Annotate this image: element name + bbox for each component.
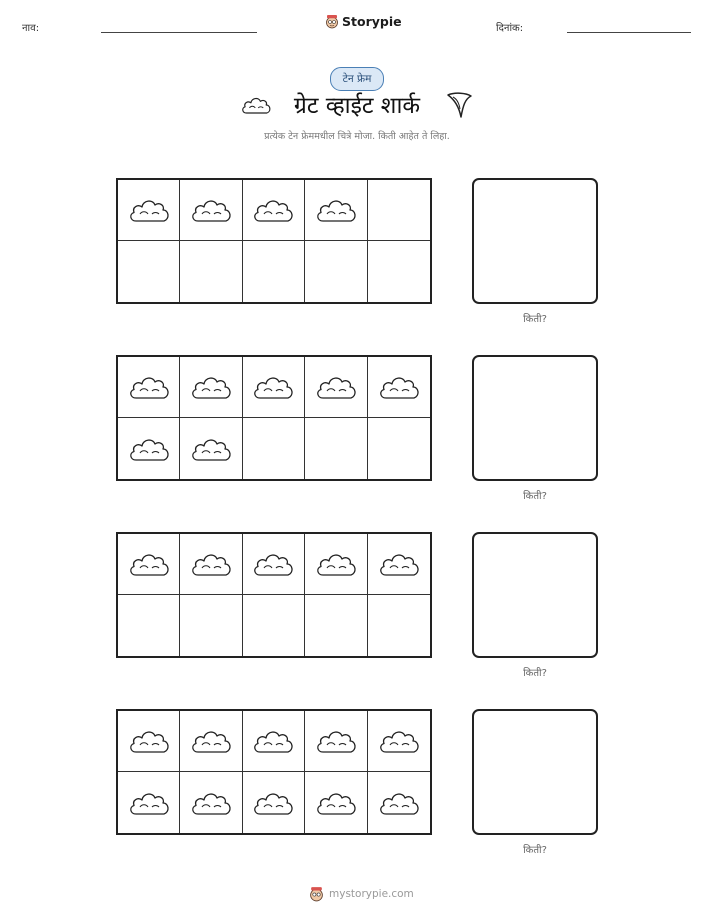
cloud-icon [189, 434, 233, 464]
frame-cell [243, 241, 305, 302]
frame-cell [368, 772, 430, 833]
cloud-icon [251, 195, 295, 225]
mascot-icon [325, 14, 339, 29]
frame-cell [368, 418, 430, 479]
date-label: दिनांक: [496, 23, 524, 34]
frame-cell [368, 595, 430, 656]
answer-label: किती? [523, 491, 547, 502]
frame-cell [305, 357, 367, 418]
cloud-icon [127, 372, 171, 402]
frame-cell [368, 180, 430, 241]
frame-cell [305, 534, 367, 595]
cloud-icon [189, 195, 233, 225]
cloud-icon [314, 726, 358, 756]
frame-cell [305, 772, 367, 833]
frame-cell [118, 711, 180, 772]
footer-url: mystorypie.com [329, 888, 414, 900]
name-label: नाव: [22, 23, 40, 34]
cloud-icon [251, 372, 295, 402]
answer-box[interactable] [472, 355, 598, 481]
frame-cell [118, 180, 180, 241]
date-field[interactable] [567, 32, 691, 33]
name-field[interactable] [101, 32, 257, 33]
frame-cell [118, 534, 180, 595]
answer-box[interactable] [472, 532, 598, 658]
cloud-icon [251, 726, 295, 756]
cloud-icon [189, 788, 233, 818]
page-title: ग्रेट व्हाईट शार्क [293, 93, 421, 119]
frame-cell [118, 241, 180, 302]
answer-box[interactable] [472, 709, 598, 835]
cloud-icon [314, 372, 358, 402]
brand-name: Storypie [342, 14, 402, 29]
frame-cell [368, 534, 430, 595]
cloud-icon [127, 195, 171, 225]
frame-cell [118, 418, 180, 479]
cloud-icon [127, 726, 171, 756]
cloud-icon [127, 434, 171, 464]
frame-cell [305, 595, 367, 656]
frame-cell [243, 711, 305, 772]
frame-cell [118, 357, 180, 418]
frame-cell [243, 418, 305, 479]
ten-frame [116, 355, 432, 481]
frame-cell [180, 418, 242, 479]
frame-cell [243, 595, 305, 656]
frame-cell [118, 772, 180, 833]
frame-cell [180, 534, 242, 595]
shark-tooth-icon [444, 90, 474, 120]
frame-cell [180, 595, 242, 656]
frame-cell [180, 772, 242, 833]
frame-cell [118, 595, 180, 656]
mascot-icon [309, 886, 324, 902]
frame-cell [243, 534, 305, 595]
cloud-icon [251, 788, 295, 818]
answer-label: किती? [523, 314, 547, 325]
cloud-icon [377, 726, 421, 756]
frame-cell [180, 241, 242, 302]
answer-box[interactable] [472, 178, 598, 304]
cloud-icon [377, 549, 421, 579]
cloud-icon [189, 549, 233, 579]
frame-cell [180, 711, 242, 772]
cloud-icon [127, 788, 171, 818]
frame-cell [305, 418, 367, 479]
answer-label: किती? [523, 668, 547, 679]
cloud-icon [314, 549, 358, 579]
cloud-icon [127, 549, 171, 579]
frame-cell [180, 180, 242, 241]
frame-cell [368, 357, 430, 418]
cloud-icon [377, 372, 421, 402]
frame-cell [305, 711, 367, 772]
cloud-icon [314, 195, 358, 225]
instructions: प्रत्येक टेन फ्रेममधील चित्रे मोजा. किती आहेत ते लिहा. [264, 131, 450, 142]
cloud-icon [189, 726, 233, 756]
cloud-icon [377, 788, 421, 818]
ten-frame [116, 178, 432, 304]
cloud-icon [189, 372, 233, 402]
frame-cell [305, 241, 367, 302]
cloud-icon [240, 94, 272, 116]
ten-frame [116, 532, 432, 658]
cloud-icon [314, 788, 358, 818]
ten-frame [116, 709, 432, 835]
frame-cell [305, 180, 367, 241]
frame-cell [180, 357, 242, 418]
brand-logo [325, 14, 402, 29]
topic-tag: टेन फ्रेम [330, 67, 384, 91]
cloud-icon [251, 549, 295, 579]
frame-cell [368, 711, 430, 772]
footer [309, 886, 414, 902]
frame-cell [243, 772, 305, 833]
answer-label: किती? [523, 845, 547, 856]
frame-cell [243, 180, 305, 241]
frame-cell [243, 357, 305, 418]
frame-cell [368, 241, 430, 302]
